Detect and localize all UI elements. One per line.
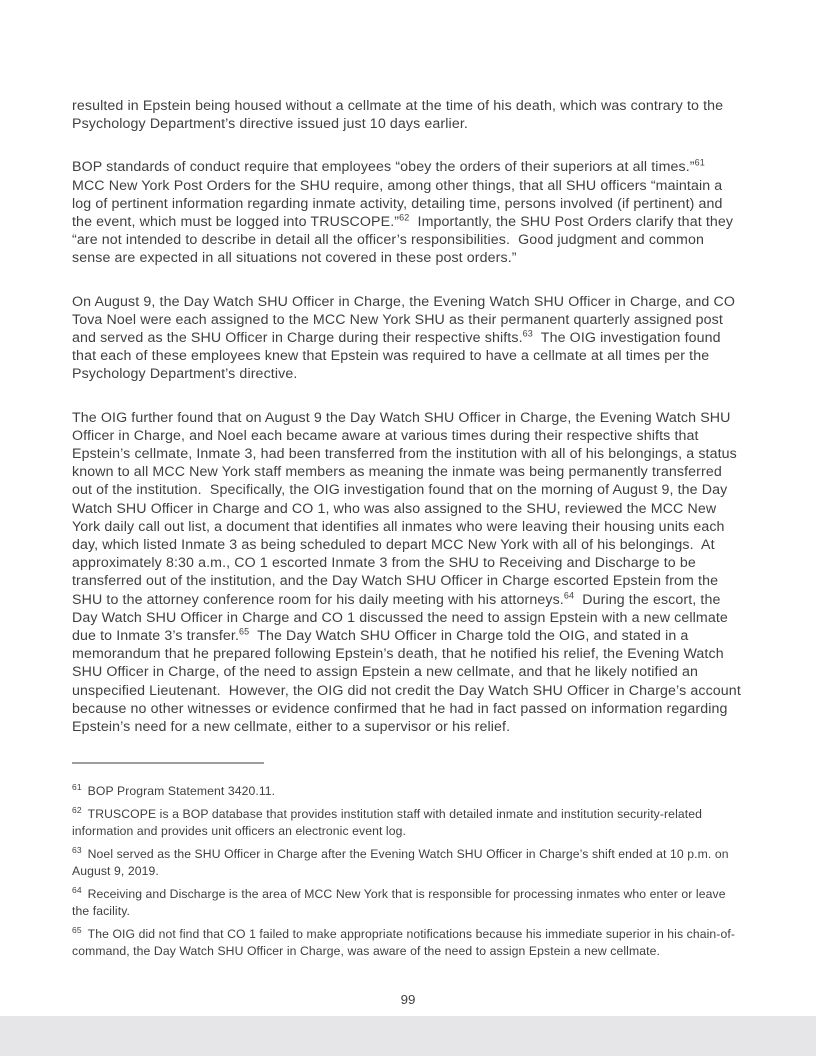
- body-paragraph: BOP standards of conduct require that employees “obey the orders of their superiors at all times.”$^{61}$ MCC New York Post Orders for the SHU require, among other things, that all SHU officers “maintain a log of pertinent information regarding inmate activity, detailing time, persons involved (if pertinent) and the event, which must be logged into TRUSCOPE.”$^{62}$ Importantly, the SHU Post Orders clarify that they “are not intended to describe in detail all the officer’s responsibilities. Good judgment and common sense are expected in all situations not covered in these post orders.”: [72, 157, 738, 267]
- footnote: [72, 846, 744, 880]
- footnote-text: Noel served as the SHU Officer in Charge after the Evening Watch SHU Officer in Charge’s shift ended at 10 p.m. on August 9, 2019.: [72, 847, 732, 879]
- footnote-text: Receiving and Discharge is the area of MCC New York that is responsible for processing inmates who enter or leave the facility.: [72, 887, 730, 919]
- footnote-separator: [72, 762, 264, 764]
- body-paragraph: On August 9, the Day Watch SHU Officer in Charge, the Evening Watch SHU Officer in Charge, and CO Tova Noel were each assigned to the MCC New York SHU as their permanent quarterly assigned post and served as the SHU Officer in Charge during their respective shifts.$^{63}$ The OIG investigation found that each of these employees knew that Epstein was required to have a cellmate at all times per the Psychology Department’s directive.: [72, 293, 739, 383]
- footnote: [72, 783, 744, 800]
- footnote: [72, 886, 744, 920]
- footnote-text: The OIG did not find that CO 1 failed to make appropriate notifications because his immediate superior in his chain-of-command, the Day Watch SHU Officer in Charge, was aware of the need to assign Epstein a new cellmate.: [72, 927, 735, 959]
- footnote-ref: 62: [399, 212, 410, 223]
- footnote-ref: 61: [694, 157, 705, 168]
- footnote-marker: 65: [72, 925, 82, 936]
- footnote-text: BOP Program Statement 3420.11.: [87, 784, 276, 799]
- footnote: [72, 926, 744, 960]
- footnote-ref: 63: [522, 328, 533, 339]
- footnote-ref: 65: [239, 626, 250, 637]
- body-paragraph: The OIG further found that on August 9 the Day Watch SHU Officer in Charge, the Evening Watch SHU Officer in Charge, and Noel each became aware at various times during their respective shifts that Epstein’s cellmate, Inmate 3, had been transferred from the institution with all of his belongings, a status known to all MCC New York staff members as meaning the inmate was being permanently transferred out of the institution. Specifically, the OIG investigation found that on the morning of August 9, the Day Watch SHU Officer in Charge and CO 1, who was also assigned to the SHU, reviewed the MCC New York daily call out list, a document that identifies all inmates who were leaving their housing units each day, which listed Inmate 3 as being scheduled to depart MCC New York with all of his belongings. At approximately 8:30 a.m., CO 1 escorted Inmate 3 from the SHU to Receiving and Discharge to be transferred out of the institution, and the Day Watch SHU Officer in Charge escorted Epstein from the SHU to the attorney conference room for his daily meeting with his attorneys.$^{64}$ During the escort, the Day Watch SHU Officer in Charge and CO 1 discussed the need to assign Epstein with a new cellmate due to Inmate 3’s transfer.$^{65}$ The Day Watch SHU Officer in Charge told the OIG, and stated in a memorandum that he prepared following Epstein’s death, that he notified his relief, the Evening Watch SHU Officer in Charge, of the need to assign Epstein a new cellmate, and that he likely notified an unspecified Lieutenant. However, the OIG did not credit the Day Watch SHU Officer in Charge’s account because no other witnesses or evidence confirmed that he had in fact passed on information regarding Epstein’s need for a new cellmate, either to a supervisor or his relief.: [72, 409, 745, 736]
- footnote-ref: 64: [563, 589, 575, 600]
- footnote-marker: 64: [72, 885, 82, 896]
- footnotes-container: [72, 783, 744, 960]
- footnotes-section: [72, 762, 744, 960]
- footer-bar: [0, 1016, 816, 1056]
- footnote-marker: 63: [72, 845, 82, 856]
- footnote-marker: 62: [72, 805, 82, 816]
- paragraphs-container: [72, 97, 744, 736]
- footnote-marker: 61: [72, 782, 82, 793]
- page-number: 99: [400, 992, 416, 1007]
- footnote: [72, 806, 744, 840]
- page-body: [72, 97, 744, 966]
- footnote-text: TRUSCOPE is a BOP database that provides institution staff with detailed inmate and institution security-related information and provides unit officers an electronic event log.: [72, 807, 706, 839]
- body-paragraph: resulted in Epstein being housed without a cellmate at the time of his death, which was contrary to the Psychology Department’s directive issued just 10 days earlier.: [72, 98, 728, 133]
